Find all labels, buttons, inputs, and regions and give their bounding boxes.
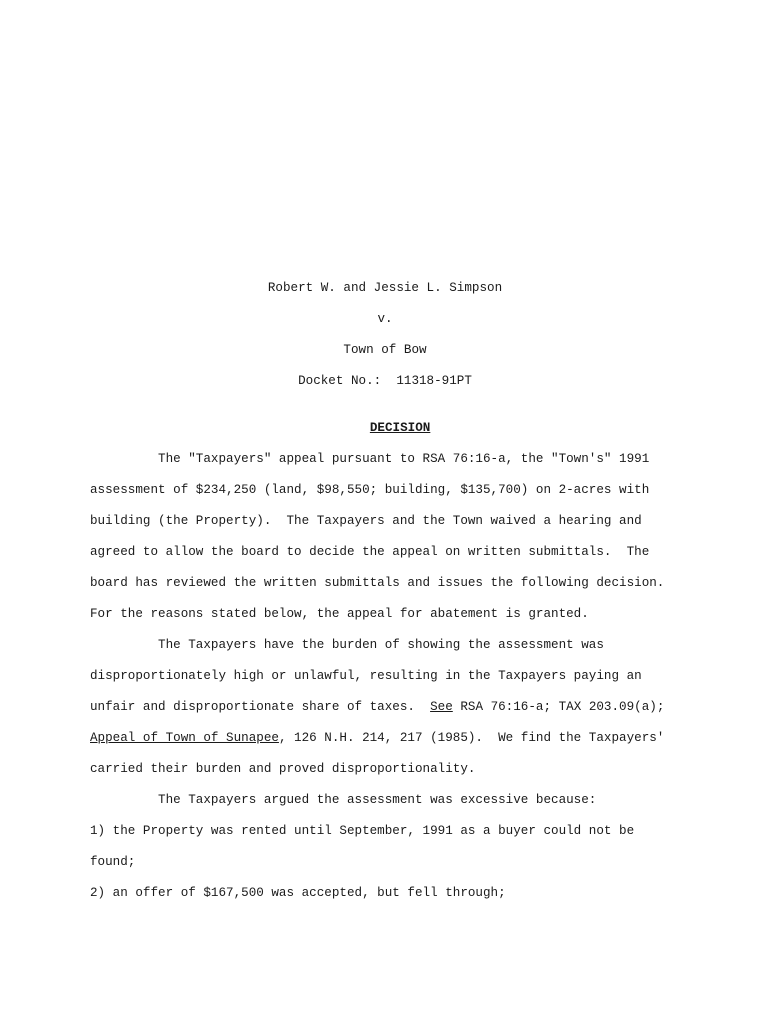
paragraph-3-line-1: The Taxpayers argued the assessment was excessive because:	[90, 793, 597, 807]
caption-respondent: Town of Bow	[343, 343, 427, 357]
paragraph-2-line-4-end: , 126 N.H. 214, 217 (1985). We find the Taxpayers'	[278, 731, 665, 745]
paragraph-3-line-3: found;	[90, 855, 136, 869]
docket-number: Docket No.: 11318-91PT	[298, 374, 472, 388]
paragraph-1-line-4: agreed to allow the board to decide the appeal on written submittals. The	[90, 545, 650, 559]
paragraph-3-line-2: 1) the Property was rented until September, 1991 as a buyer could not be	[90, 824, 635, 838]
paragraph-2-line-3	[90, 699, 664, 715]
paragraph-2-line-1: The Taxpayers have the burden of showing the assessment was	[90, 638, 604, 652]
decision-heading: DECISION	[369, 421, 431, 435]
caption-versus: v.	[377, 312, 393, 326]
paragraph-1-line-3: building (the Property). The Taxpayers and the Town waived a hearing and	[90, 514, 642, 528]
paragraph-3-line-4: 2) an offer of $167,500 was accepted, but fell through;	[90, 886, 506, 900]
paragraph-2-line-4	[90, 730, 664, 746]
decision-heading-row	[0, 404, 770, 452]
caption-parties: Robert W. and Jessie L. Simpson	[267, 281, 503, 295]
paragraph-2-line-3-start: unfair and disproportionate share of taxes.	[90, 700, 431, 714]
paragraph-2-line-3-end: RSA 76:16-a; TAX 203.09(a);	[452, 700, 665, 714]
paragraph-1-line-2: assessment of $234,250 (land, $98,550; building, $135,700) on 2-acres with	[90, 483, 650, 497]
paragraph-2-line-5: carried their burden and proved disproportionality.	[90, 762, 476, 776]
paragraph-1-line-6: For the reasons stated below, the appeal for abatement is granted.	[90, 607, 589, 621]
paragraph-1-line-5: board has reviewed the written submittals and issues the following decision.	[90, 576, 665, 590]
paragraph-1-line-1: The "Taxpayers" appeal pursuant to RSA 76:16-a, the "Town's" 1991	[90, 452, 650, 466]
paragraph-2-line-2: disproportionately high or unlawful, resulting in the Taxpayers paying an	[90, 669, 642, 683]
case-citation: Appeal of Town of Sunapee	[90, 731, 279, 745]
see-signal: See	[430, 700, 453, 714]
